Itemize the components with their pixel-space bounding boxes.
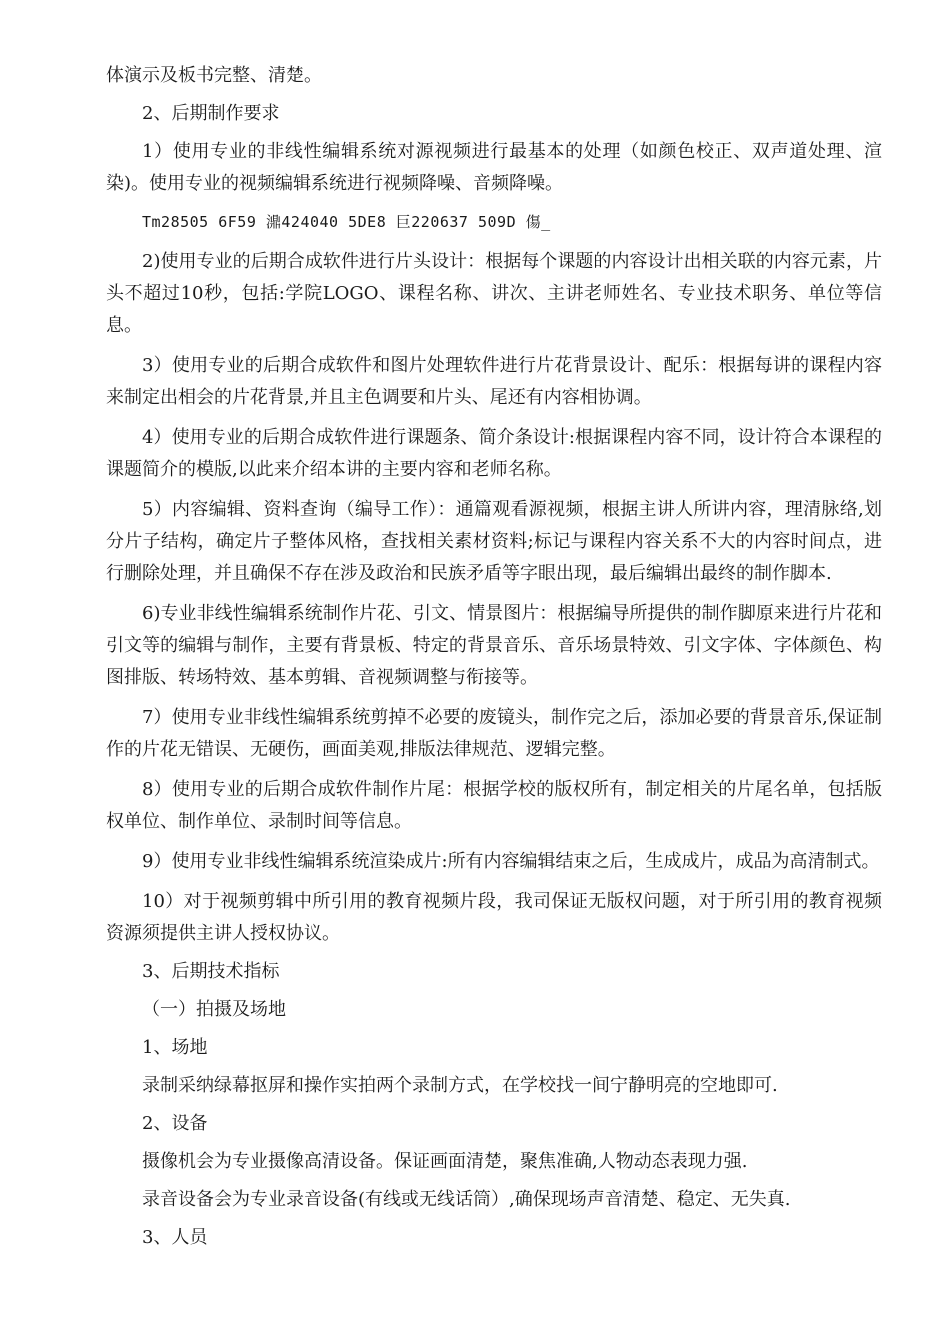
garbled-code-line: Tm28505 6F59 濎424040 5DE8 巨220637 509D 傷_ <box>142 213 551 231</box>
paragraph-item-2: 2)使用专业的后期合成软件进行片头设计：根据每个课题的内容设计出相关联的内容元素，片头不超过10秒，包括:学院LOGO、课程名称、讲次、主讲老师姓名、专业技术职务、单位等信息。 <box>106 251 882 336</box>
heading-post-production-requirements: 2、后期制作要求 <box>142 103 280 124</box>
paragraph-item-1: 1）使用专业的非线性编辑系统对源视频进行最基本的处理（如颜色校正、双声道处理、渲染)。使用专业的视频编辑系统进行视频降噪、音频降噪。 <box>106 141 882 194</box>
document-page <box>106 60 882 1254</box>
paragraph-item-4: 4）使用专业的后期合成软件进行课题条、简介条设计:根据课程内容不同，设计符合本课程的课题简介的模版,以此来介绍本讲的主要内容和老师名称。 <box>106 427 882 480</box>
paragraph-item-5: 5）内容编辑、资料查询（编导工作）：通篇观看源视频，根据主讲人所讲内容，理清脉络,划分片子结构，确定片子整体风格，查找相关素材资料;标记与课程内容关系不大的内容时间点，进行删除处理，并且确保不存在涉及政治和民族矛盾等字眼出现，最后编辑出最终的制作脚本. <box>106 499 882 584</box>
paragraph-venue: 录制采纳绿幕抠屏和操作实拍两个录制方式，在学校找一间宁静明亮的空地即可. <box>142 1075 778 1096</box>
heading-venue: 1、场地 <box>142 1037 208 1058</box>
heading-personnel: 3、人员 <box>142 1227 208 1248</box>
heading-equipment: 2、设备 <box>142 1113 208 1134</box>
paragraph-item-9: 9）使用专业非线性编辑系统渲染成片:所有内容编辑结束之后，生成成片，成品为高清制式。 <box>142 851 880 872</box>
paragraph-item-7: 7）使用专业非线性编辑系统剪掉不必要的废镜头，制作完之后，添加必要的背景音乐,保证制作的片花无错误、无硬伤，画面美观,排版法律规范、逻辑完整。 <box>106 707 882 760</box>
paragraph-item-10: 10）对于视频剪辑中所引用的教育视频片段，我司保证无版权问题，对于所引用的教育视频资源须提供主讲人授权协议。 <box>106 891 882 944</box>
paragraph-continuation: 体演示及板书完整、清楚。 <box>106 65 322 86</box>
paragraph-item-6: 6)专业非线性编辑系统制作片花、引文、情景图片：根据编导所提供的制作脚原来进行片花和引文等的编辑与制作，主要有背景板、特定的背景音乐、音乐场景特效、引文字体、字体颜色、构图排版、转场特效、基本剪辑、音视频调整与衔接等。 <box>106 603 882 688</box>
heading-post-technical-specs: 3、后期技术指标 <box>142 961 280 982</box>
heading-shooting-and-venue: （一）拍摄及场地 <box>142 999 286 1020</box>
paragraph-audio: 录音设备会为专业录音设备(有线或无线话筒）,确保现场声音清楚、稳定、无失真. <box>142 1189 791 1210</box>
paragraph-item-8: 8）使用专业的后期合成软件制作片尾：根据学校的版权所有，制定相关的片尾名单，包括版权单位、制作单位、录制时间等信息。 <box>106 779 882 832</box>
paragraph-item-3: 3）使用专业的后期合成软件和图片处理软件进行片花背景设计、配乐：根据每讲的课程内容来制定出相会的片花背景,并且主色调要和片头、尾还有内容相协调。 <box>106 355 882 408</box>
paragraph-camera: 摄像机会为专业摄像高清设备。保证画面清楚，聚焦准确,人物动态表现力强. <box>142 1151 748 1172</box>
